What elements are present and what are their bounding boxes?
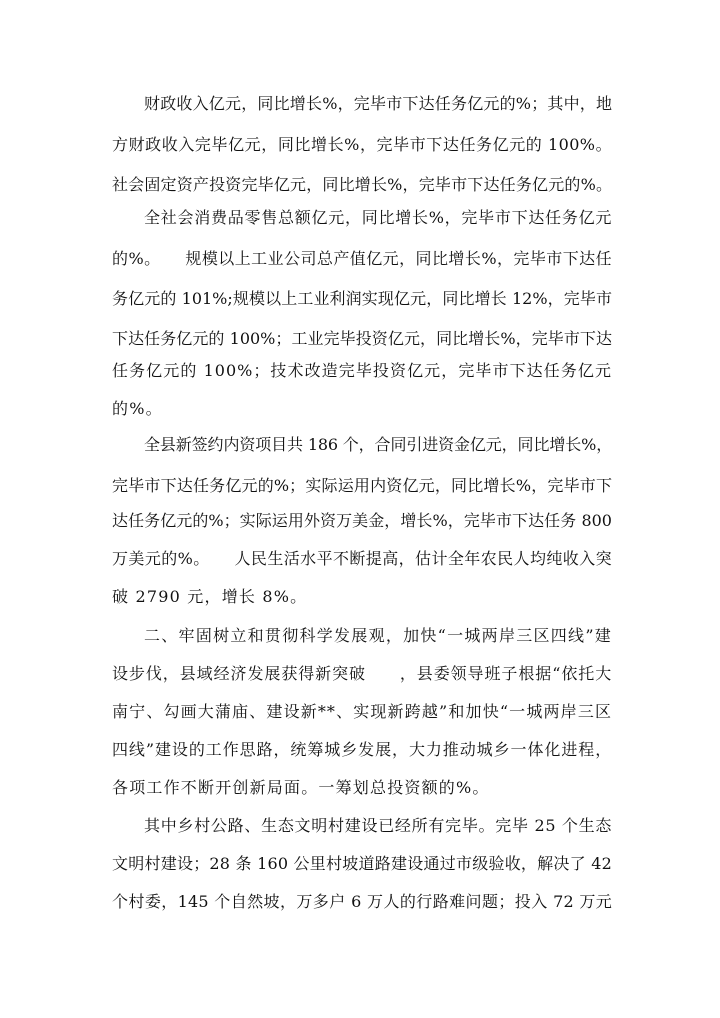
- text-line: 设步伐，县域经济发展获得新突破 ，县委领导班子根据“依托大: [112, 664, 612, 683]
- text-line: 全县新签约内资项目共 186 个，合同引进资金亿元，同比增长%，: [144, 435, 612, 454]
- text-line: 各项工作不断开创新局面。一筹划总投资额的%。: [112, 778, 490, 797]
- text-line: 任务亿元的 100%；技术改造完毕投资亿元，完毕市下达任务亿元: [112, 361, 612, 380]
- text-line: 南宁、勾画大蒲庙、建设新**、实现新跨越”和加快“一城两岸三区: [112, 702, 612, 721]
- text-line: 个村委，145 个自然坡，万多户 6 万人的行路难问题；投入 72 万元: [112, 892, 612, 911]
- text-line: 的%。: [112, 399, 163, 418]
- text-line: 下达任务亿元的 100%；工业完毕投资亿元，同比增长%，完毕市下达: [112, 329, 612, 348]
- text-line: 务亿元的 101%;规模以上工业利润实现亿元，同比增长 12%，完毕市: [112, 289, 612, 308]
- text-line: 其中乡村公路、生态文明村建设已经所有完毕。完毕 25 个生态: [144, 816, 612, 835]
- text-line: 全社会消费品零售总额亿元，同比增长%，完毕市下达任务亿元: [144, 208, 612, 227]
- text-line: 万美元的%。 人民生活水平不断提高，估计全年农民人均纯收入突: [112, 549, 612, 568]
- text-line: 完毕市下达任务亿元的%；实际运用内资亿元，同比增长%，完毕市下: [112, 476, 612, 495]
- text-line: 方财政收入完毕亿元，同比增长%，完毕市下达任务亿元的 100%。: [112, 135, 612, 154]
- text-line: 二、牢固树立和贯彻科学发展观，加快“一城两岸三区四线”建: [144, 626, 612, 645]
- text-line: 四线”建设的工作思路，统筹城乡发展，大力推动城乡一体化进程，: [112, 740, 612, 759]
- text-line: 的%。 规模以上工业公司总产值亿元，同比增长%，完毕市下达任: [112, 249, 612, 268]
- text-line: 达任务亿元的%；实际运用外资万美金，增长%，完毕市下达任务 800: [112, 511, 612, 530]
- text-line: 财政收入亿元，同比增长%，完毕市下达任务亿元的%；其中，地: [144, 94, 613, 113]
- text-line: 社会固定资产投资完毕亿元，同比增长%，完毕市下达任务亿元的%。: [112, 175, 612, 194]
- text-line: 破 2790 元，增长 8%。: [112, 587, 308, 606]
- text-line: 文明村建设；28 条 160 公里村坡道路建设通过市级验收，解决了 42: [112, 854, 612, 873]
